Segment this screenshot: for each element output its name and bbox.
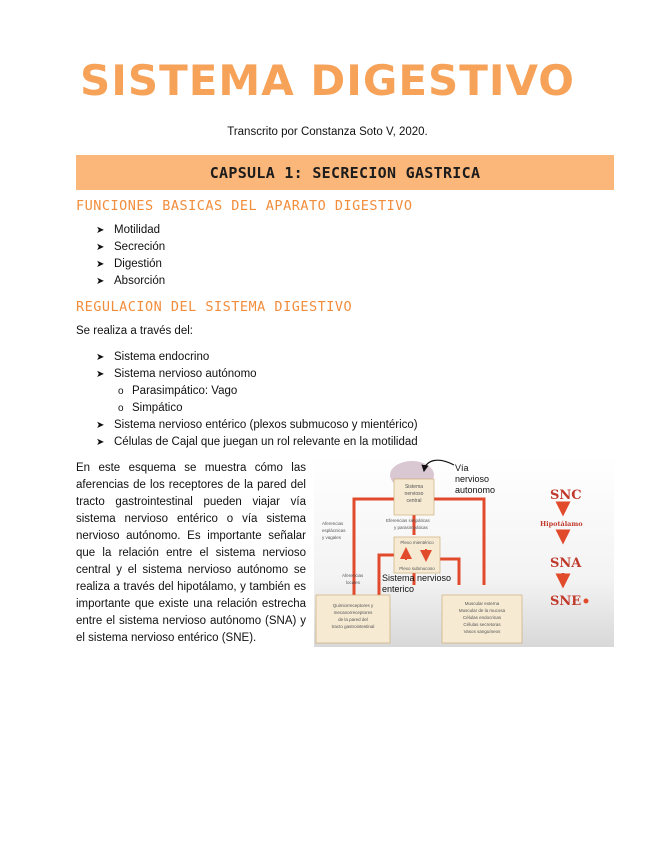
list-item: ➤ Absorción bbox=[96, 273, 165, 290]
document-title: SISTEMA DIGESTIVO bbox=[79, 56, 576, 105]
receptores-label: de la pared del bbox=[338, 617, 368, 622]
capsule-title: CAPSULA 1: SECRECION GASTRICA bbox=[209, 163, 481, 182]
funciones-list bbox=[96, 222, 165, 290]
sne-label: SNE bbox=[550, 594, 582, 609]
plexo-submucoso-label: Plexo submucoso bbox=[399, 566, 435, 571]
receptores-label: Quimiorreceptores y bbox=[332, 603, 374, 608]
regulation-diagram-figure bbox=[314, 455, 614, 647]
sne-diagram-label: enterico bbox=[382, 584, 415, 594]
efectores-label: Células endocrinas bbox=[462, 615, 502, 620]
sna-label: SNA bbox=[550, 556, 582, 571]
list-item: ➤ Sistema endocrino bbox=[96, 349, 418, 366]
sn-central-label: nervioso bbox=[404, 491, 424, 497]
hipotalamo-label: Hipotálamo bbox=[540, 520, 583, 528]
plexo-mienterico-label: Plexo mientérico bbox=[400, 540, 434, 545]
sne-diagram-label: Sistema nervioso bbox=[382, 573, 452, 583]
byline: Transcrito por Constanza Soto V, 2020. bbox=[227, 126, 428, 138]
eferencias-label: Eferencias simpáticas bbox=[386, 518, 430, 523]
receptores-label: mecanorreceptores bbox=[333, 610, 373, 615]
efectores-label: Muscular externa bbox=[464, 601, 500, 606]
sn-central-label: Sistema bbox=[404, 484, 424, 490]
aferencias-label: Aferencias bbox=[322, 521, 344, 526]
regulacion-intro: Se realiza a través del: bbox=[76, 325, 193, 337]
list-item: ➤ Sistema nervioso autónomo bbox=[96, 366, 418, 383]
sn-central-label: central bbox=[406, 498, 422, 504]
aferencias-label: esplácnicas bbox=[322, 528, 346, 533]
list-item: ➤ Células de Cajal que juegan un rol relevante en la motilidad bbox=[96, 434, 418, 451]
eferencias-label: y parasimpáticas bbox=[394, 525, 428, 530]
list-item: ➤ Sistema nervioso entérico (plexos submucoso y mientérico) bbox=[96, 417, 418, 434]
list-item: ➤ Digestión bbox=[96, 256, 165, 273]
via-label: nervioso bbox=[455, 474, 490, 484]
list-item: ➤ Motilidad bbox=[96, 222, 165, 239]
aferencias-locales-label: locales bbox=[346, 580, 361, 585]
via-label: Vía bbox=[455, 463, 469, 473]
section-heading-funciones: FUNCIONES BASICAS DEL APARATO DIGESTIVO bbox=[76, 198, 413, 214]
section-heading-regulacion: REGULACION DEL SISTEMA DIGESTIVO bbox=[76, 299, 353, 315]
list-subitem: o Simpático bbox=[96, 400, 418, 417]
snc-label: SNC bbox=[550, 488, 582, 503]
efectores-label: Células secretoras bbox=[463, 622, 501, 627]
list-subitem: o Parasimpático: Vago bbox=[96, 383, 418, 400]
receptores-label: tracto gastrointestinal bbox=[331, 624, 375, 629]
efectores-label: Vasos sanguíneos bbox=[463, 629, 501, 634]
regulation-diagram bbox=[314, 455, 614, 647]
capsule-banner bbox=[76, 155, 614, 190]
via-label: autonomo bbox=[455, 485, 496, 495]
efectores-label: Muscular de la mucosa bbox=[458, 608, 506, 613]
aferencias-label: y vagales bbox=[322, 535, 342, 540]
regulacion-list bbox=[96, 349, 418, 451]
aferencias-locales-label: Aferencias bbox=[342, 573, 364, 578]
pointer-dot bbox=[584, 599, 589, 604]
explanation-paragraph: En este esquema se muestra cómo las aferencias de los receptores de la pared del tracto gastrointestinal pueden viajar vía sistema nervioso entérico o vía sistema nervioso autónomo. Es importante señalar que la relación entre el sistema nervioso central y el sistema nervioso autónomo se realiza a través del hipotálamo, y también es importante que existe una relación estrecha entre el sistema nervioso autónomo (SNA) y el sistema nervioso entérico (SNE). bbox=[76, 462, 306, 644]
list-item: ➤ Secreción bbox=[96, 239, 165, 256]
